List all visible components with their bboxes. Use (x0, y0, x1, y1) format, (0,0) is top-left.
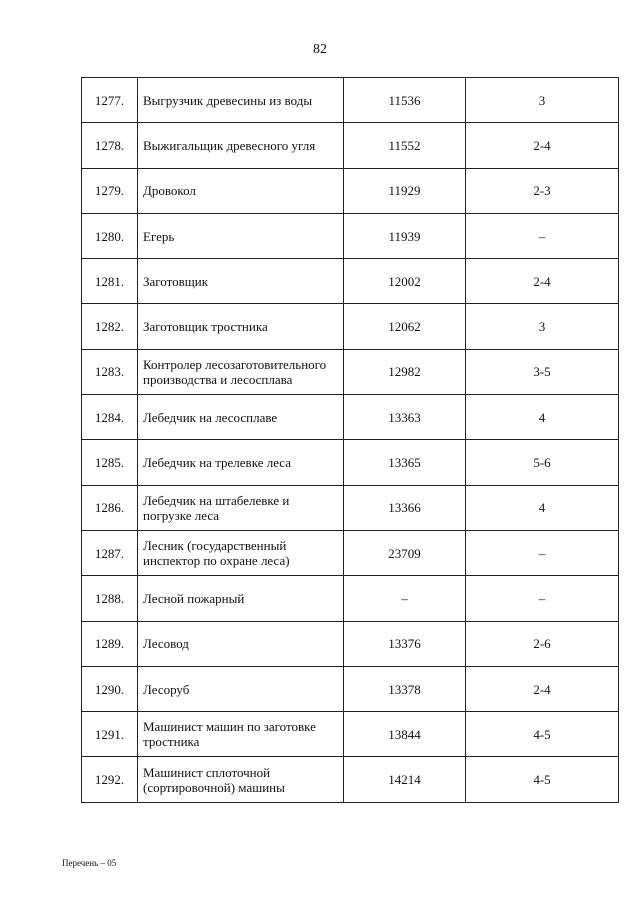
occupation-code: 12062 (344, 304, 466, 349)
table-row (82, 123, 619, 168)
occupation-code: 13378 (344, 666, 466, 711)
row-number: 1286. (82, 485, 138, 530)
category-range: 5-6 (466, 440, 619, 485)
table-row (82, 485, 619, 530)
occupation-name: Лебедчик на трелевке леса (138, 440, 344, 485)
row-number: 1287. (82, 530, 138, 575)
table-row (82, 395, 619, 440)
occupation-code: 13366 (344, 485, 466, 530)
occupation-code: 13844 (344, 712, 466, 757)
occupation-name: Контролер лесозаготовительного производства и лесосплава (138, 349, 344, 394)
table-row (82, 304, 619, 349)
category-range: 2-6 (466, 621, 619, 666)
page-number: 82 (313, 42, 327, 57)
occupation-name: Дровокол (138, 168, 344, 213)
occupation-name: Лебедчик на лесосплаве (138, 395, 344, 440)
row-number: 1284. (82, 395, 138, 440)
occupation-name: Лебедчик на штабелевке и погрузке леса (138, 485, 344, 530)
category-range: 2-3 (466, 168, 619, 213)
occupation-code: 12002 (344, 259, 466, 304)
occupation-name: Машинист сплоточной (сортировочной) машины (138, 757, 344, 802)
category-range: 3 (466, 78, 619, 123)
row-number: 1290. (82, 666, 138, 711)
occupation-code: 11552 (344, 123, 466, 168)
occupation-code: 11929 (344, 168, 466, 213)
category-range: 4-5 (466, 712, 619, 757)
row-number: 1279. (82, 168, 138, 213)
occupation-name: Выжигальщик древесного угля (138, 123, 344, 168)
category-range: 2-4 (466, 666, 619, 711)
occupation-name: Заготовщик (138, 259, 344, 304)
category-range: – (466, 530, 619, 575)
row-number: 1281. (82, 259, 138, 304)
table-body (82, 78, 619, 803)
table-row (82, 530, 619, 575)
occupation-name: Лесовод (138, 621, 344, 666)
occupation-code: 12982 (344, 349, 466, 394)
occupation-code: 13363 (344, 395, 466, 440)
row-number: 1288. (82, 576, 138, 621)
occupation-code: 11939 (344, 213, 466, 258)
table-row (82, 78, 619, 123)
row-number: 1285. (82, 440, 138, 485)
row-number: 1280. (82, 213, 138, 258)
category-range: 2-4 (466, 123, 619, 168)
table-row (82, 213, 619, 258)
occupation-name: Лесник (государственный инспектор по охране леса) (138, 530, 344, 575)
occupation-code: 13365 (344, 440, 466, 485)
table-row (82, 576, 619, 621)
occupation-name: Заготовщик тростника (138, 304, 344, 349)
row-number: 1278. (82, 123, 138, 168)
table-row (82, 168, 619, 213)
row-number: 1289. (82, 621, 138, 666)
occupation-name: Лесоруб (138, 666, 344, 711)
row-number: 1291. (82, 712, 138, 757)
occupation-code: – (344, 576, 466, 621)
table-row (82, 440, 619, 485)
category-range: 4-5 (466, 757, 619, 802)
category-range: 3 (466, 304, 619, 349)
occupation-name: Лесной пожарный (138, 576, 344, 621)
table-row (82, 259, 619, 304)
category-range: – (466, 213, 619, 258)
occupation-table (81, 77, 619, 803)
row-number: 1282. (82, 304, 138, 349)
row-number: 1283. (82, 349, 138, 394)
category-range: 4 (466, 395, 619, 440)
occupation-code: 14214 (344, 757, 466, 802)
table-row (82, 712, 619, 757)
row-number: 1292. (82, 757, 138, 802)
table-row (82, 621, 619, 666)
occupation-code: 23709 (344, 530, 466, 575)
occupation-name: Машинист машин по заготовке тростника (138, 712, 344, 757)
occupation-code: 13376 (344, 621, 466, 666)
table-row (82, 666, 619, 711)
category-range: 2-4 (466, 259, 619, 304)
footer-note: Перечень – 05 (62, 858, 117, 868)
category-range: 3-5 (466, 349, 619, 394)
table-row (82, 757, 619, 802)
occupation-name: Егерь (138, 213, 344, 258)
category-range: 4 (466, 485, 619, 530)
occupation-code: 11536 (344, 78, 466, 123)
category-range: – (466, 576, 619, 621)
row-number: 1277. (82, 78, 138, 123)
table-row (82, 349, 619, 394)
occupation-name: Выгрузчик древесины из воды (138, 78, 344, 123)
